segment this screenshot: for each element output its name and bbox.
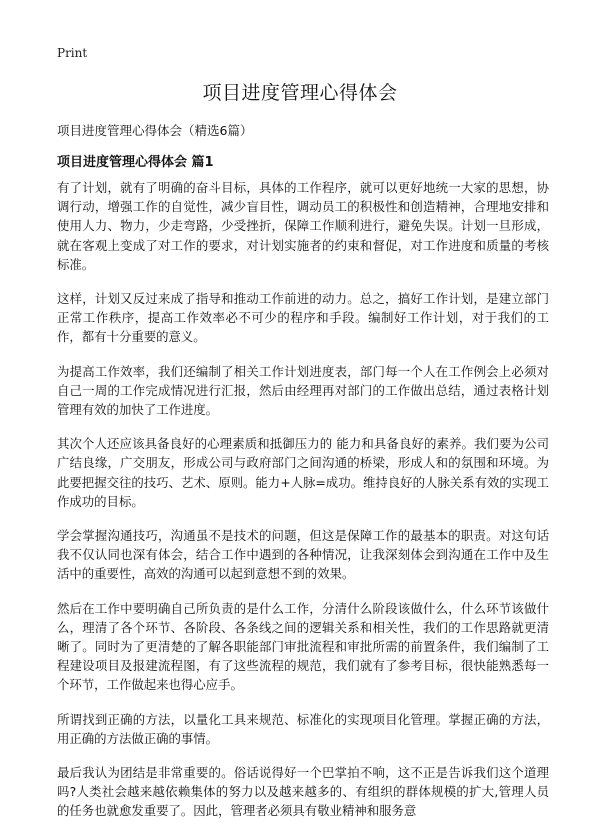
- paragraph: 所谓找到正确的方法，以量化工具来规范、标准化的实现项目化管理。掌握正确的方法，用正确的方法做正确的事情。: [57, 711, 549, 746]
- paragraph: 其次个人还应该具备良好的心理素质和抵御压力的 能力和具备良好的素养。我们要为公司广结良缘，广交朋友，形成公司与政府部门之间沟通的桥梁，形成人和的氛围和环境。为此要把握交往的技巧、艺术、原则。能力+人脉=成功。维持良好的人脉关系有效的实现工作成功的目标。: [57, 436, 549, 509]
- paragraph: 然后在工作中要明确自己所负责的是什么工作，分清什么阶段该做什么，什么环节该做什么，理清了各个环节、各阶段、各条线之间的逻辑关系和相关性，我们的工作思路就更清晰了。同时为了更清楚的了解各职能部门审批流程和审批所需的前置条件，我们编制了工程建设项目及报建流程图，有了这些流程的规范，我们就有了参考目标，很快能熟悉每一个环节，工作做起来也得心应手。: [57, 600, 549, 693]
- section-heading: 项目进度管理心得体会 篇1: [57, 155, 214, 170]
- paragraph: 为提高工作效率，我们还编制了相关工作计划进度表，部门每一个人在工作例会上必须对自己一周的工作完成情况进行汇报，然后由经理再对部门的工作做出总结，通过表格计划管理有效的加快了工作进度。: [57, 363, 549, 418]
- document-subtitle: 项目进度管理心得体会（精选6篇）: [57, 123, 253, 138]
- paragraph: 这样，计划又反过来成了指导和推动工作前进的动力。总之，搞好工作计划，是建立部门正常工作秩序，提高工作效率必不可少的程序和手段。编制好工作计划，对于我们的工作，都有十分重要的意义。: [57, 291, 549, 345]
- paragraph: 学会掌握沟通技巧，沟通虽不是技术的问题，但这是保障工作的最基本的职责。对这句话我不仅认同也深有体会，结合工作中遇到的各种情况，让我深刻体会到沟通在工作中及生活中的重要性，高效的沟通可以起到意想不到的效果。: [57, 528, 549, 582]
- print-link[interactable]: Print: [57, 46, 88, 60]
- paragraph: 有了计划，就有了明确的奋斗目标，具体的工作程序，就可以更好地统一大家的思想，协调行动，增强工作的自觉性，减少盲目性，调动员工的积极性和创造精神，合理地安排和使用人力、物力，少走弯路，少受挫折，保障工作顺利进行，避免失误。计划一旦形成，就在客观上变成了对工作的要求，对计划实施者的约束和督促，对工作进度和质量的考核标准。: [57, 180, 549, 272]
- paragraph: 最后我认为团结是非常重要的。俗话说得好一个巴掌拍不响，这不正是告诉我们这个道理吗?人类社会越来越依赖集体的努力以及越来越多的、有组织的群体规模的扩大,管理人员的任务也就愈发重要了。因此，管理者必须具有敬业精神和服务意: [57, 765, 549, 819]
- article-body: [57, 178, 549, 836]
- page-title: 项目进度管理心得体会: [202, 82, 398, 104]
